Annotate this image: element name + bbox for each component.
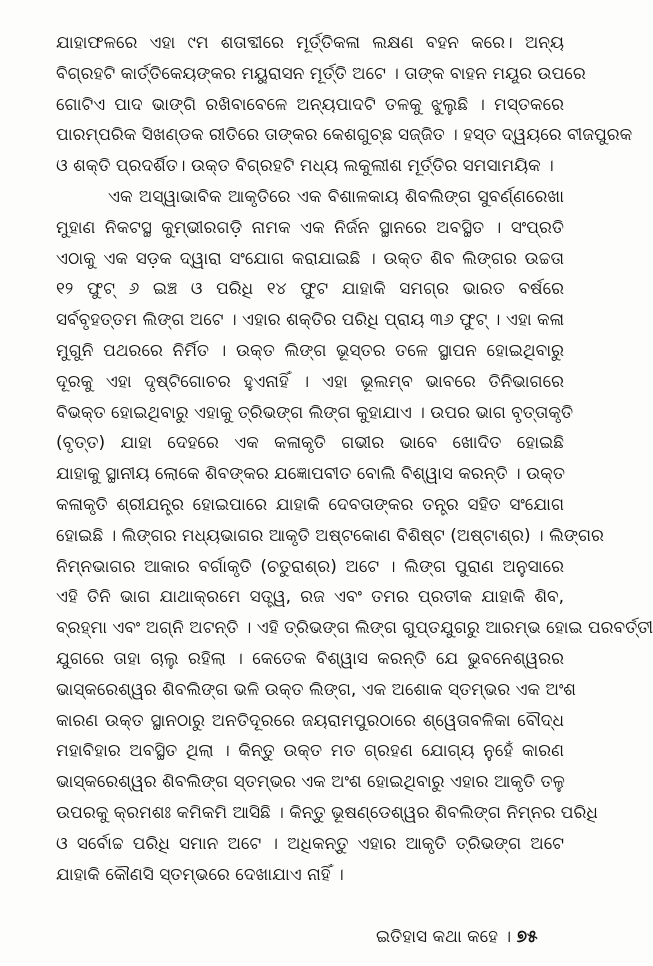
paragraph-start-line: ଏକ ଅସ୍ୱାଭାବିକ ଆକୃତିରେ ଏକ ବିଶାଳକାୟ ଶିବଲିଙ୍ଗ ସୁବର୍ଣ୍ଣରେଖା: [108, 186, 564, 207]
text-line: ବ୍ରହ୍ମା ଏବଂ ଅଗ୍ନି ଅଟନ୍ତି । ଏହି ତ୍ରିଭଙ୍ଗ ଲିଙ୍ଗ ଗୁପ୍ତଯୁଗରୁ ଆରମ୍ଭ ହୋଇ ପରବର୍ତ୍ତୀ: [56, 618, 653, 639]
text-line: କାରଣ ଉକ୍ତ ସ୍ଥାନଠାରୁ ଅନତିଦୂରରେ ଜୟରାମପୁରଠାରେ ଶ୍ୱେତାବଳିକା ବୌଦ୍ଧ: [56, 710, 564, 731]
text-line: ଉପରକୁ କ୍ରମଶଃ କମିକମି ଆସିଛି । କିନ୍ତୁ ଭୂଷଣ୍ଡେଶ୍ୱର ଶିବଲିଙ୍ଗ ନିମ୍ନର ପରିଧି: [56, 802, 598, 823]
text-line: ମୁଗୁନି ପଥରରେ ନିର୍ମିତ । ଉକ୍ତ ଲିଙ୍ଗ ଭୂସ୍ତର ତଳେ ସ୍ଥାପନ ହୋଇଥିବାରୁ: [56, 340, 564, 361]
text-line: ହୋଇଛି । ଲିଙ୍ଗର ମଧ୍ୟଭାଗର ଆକୃତି ଅଷ୍ଟକୋଣ ବିଶିଷ୍ଟ (ଅଷ୍ଟାଶ୍ର) । ଲିଙ୍ଗର: [56, 525, 604, 546]
text-line: ଯାହାକୁ ସ୍ଥାନୀୟ ଲୋକେ ଶିବଙ୍କର ଯଜ୍ଞୋପବୀତ ବୋଲି ବିଶ୍ୱାସ କରନ୍ତି । ଉକ୍ତ: [56, 464, 565, 485]
text-line: ପାରମ୍ପରିକ ସିଖଣ୍ଡକ ରୀତିରେ ତାଙ୍କର କେଶଗୁଚ୍ଛ ସଜ୍ଜିତ । ହସ୍ତ ଦ୍ୱୟରେ ବୀଜପୁରକ: [56, 125, 633, 146]
text-line: ବିଗ୍ରହଟି କାର୍ତ୍ତିକେୟଙ୍କର ମୟୁରାସନ ମୂର୍ତ୍ତି ଅଟେ । ତାଙ୍କ ବାହନ ମୟୂର ଉପରେ: [56, 63, 586, 84]
body-text: [56, 28, 653, 890]
text-line: ଯାହାଫଳରେ ଏହା ୯ମ ଶତାବ୍ଦୀରେ ମୂର୍ତ୍ତିକଳା ଲକ୍ଷଣ ବହନ କରେ। ଅନ୍ୟ: [56, 33, 564, 53]
text-line: ଗୋଟିଏ ପାଦ ଭାଙ୍ଗି ରଖିବାବେଳେ ଅନ୍ୟପାଦଟି ତଳକୁ ଝୁଲୁଛି । ମସ୍ତକରେ: [56, 94, 564, 115]
text-line: ଯୁଗରେ ତାହା ଚାଲୁ ରହିଲା । କେତେକ ବିଶ୍ୱାସ କରନ୍ତି ଯେ ଭୁବନେଶ୍ୱରର: [56, 648, 564, 669]
text-line: ସର୍ବବୃହତ୍ତମ ଲିଙ୍ଗ ଅଟେ । ଏହାର ଶକ୍ତିର ପରିଧି ପ୍ରାୟ ୩୬ ଫୁଟ୍ । ଏହା କଳା: [56, 310, 565, 331]
text-line: ଯାହାକି କୌଣସି ସ୍ତମ୍ଭରେ ଦେଖାଯାଏ ନାହିଁ ।: [56, 864, 344, 885]
text-line: ଭାସ୍କରେଶ୍ୱର ଶିବଲିଙ୍ଗ ସ୍ତମ୍ଭର ଏକ ଅଂଶ ହୋଇଥିବାରୁ ଏହାର ଆକୃତି ତଳୁ: [56, 772, 565, 793]
text-line: ଓ ସର୍ବୋଚ୍ଚ ପରିଧି ସମାନ ଅଟେ । ଅଧିକନ୍ତୁ ଏହାର ଆକୃତି ତ୍ରିଭଙ୍ଗ ଅଟେ: [56, 833, 564, 854]
text-line: ଭାସ୍କରେଶ୍ୱର ଶିବଲିଙ୍ଗ ଭଳି ଉକ୍ତ ଲିଙ୍ଗ, ଏକ ଅଶୋକ ସ୍ତମ୍ଭର ଏକ ଅଂଶ: [56, 679, 576, 700]
page-number: ୭୫: [516, 927, 538, 947]
text-line: (ବୃତ୍ତ) ଯାହା ଦେହରେ ଏକ କଳାକୃତି ଗଭୀର ଭାବେ ଖୋଦିତ ହୋଇଛି: [56, 433, 564, 454]
book-title: ଇତିହାସ କଥା କହେ: [376, 927, 499, 947]
text-line: ଏହି ତିନି ଭାଗ ଯାଥାକ୍ରମେ ସତ୍ତ୍ୱ, ରଜ ଏବଂ ତମର ପ୍ରତୀକ ଯାହାକି ଶିବ,: [56, 587, 564, 608]
page-footer: [376, 922, 576, 952]
text-line: ଓ ଶକ୍ତି ପ୍ରଦର୍ଶିତ। ଉକ୍ତ ବିଗ୍ରହଟି ମଧ୍ୟ ଲକୁଲୀଶ ମୂର୍ତ୍ତିର ସମସାମୟିକ ।: [56, 156, 554, 177]
text-line: ୧୨ ଫୁଟ୍ ୬ ଇଞ୍ଚ ଓ ପରିଧି ୧୪ ଫୁଟ ଯାହାକି ସମଗ୍ର ଭାରତ ବର୍ଷରେ: [56, 279, 564, 300]
text-line: ମହାବିହାର ଅବସ୍ଥିତ ଥିଲା । କିନ୍ତୁ ଉକ୍ତ ମତ ଗ୍ରହଣ ଯୋଗ୍ୟ ନୁହେଁ କାରଣ: [56, 741, 564, 762]
footer-separator: ।: [503, 927, 512, 947]
text-line: କଳାକୃତି ଶ୍ରୀଯନ୍ତ୍ର ହୋଇପାରେ ଯାହାକି ଦେବତାଙ୍କର ତନ୍ତ୍ର ସହିତ ସଂଯୋଗ: [56, 494, 564, 515]
text-line: ମୁହାଣ ନିକଟସ୍ଥ କୁମ୍ଭୀରଗଡ଼ି ନାମକ ଏକ ନିର୍ଜନ ସ୍ଥାନରେ ଅବସ୍ଥିତ । ସଂପ୍ରତି: [56, 217, 564, 238]
text-line: ଦୂରକୁ ଏହା ଦୃଷ୍ଟିଗୋଚର ହୁଏନାହିଁ । ଏହା ଭୂଲମ୍ବ ଭାବରେ ତିନିଭାଗରେ: [56, 371, 564, 392]
text-line: ବିଭକ୍ତ ହୋଇଥିବାରୁ ଏହାକୁ ତ୍ରିଭଙ୍ଗ ଲିଙ୍ଗ କୁହାଯାଏ । ଉପର ଭାଗ ବୃତ୍ତାକୃତି: [56, 402, 574, 423]
text-line: ନିମ୍ନଭାଗର ଆକାର ବର୍ଗାକୃତି (ଚତୁରାଶ୍ର) ଅଟେ । ଲିଙ୍ଗ ପୁରାଣ ଅନୁସାରେ: [56, 556, 564, 577]
text-line: ଏଠାକୁ ଏକ ସଡ଼କ ଦ୍ୱାରା ସଂଯୋଗ କରାଯାଇଛି । ଉକ୍ତ ଶିବ ଲିଙ୍ଗର ଉଚ୍ଚତା: [56, 248, 564, 269]
